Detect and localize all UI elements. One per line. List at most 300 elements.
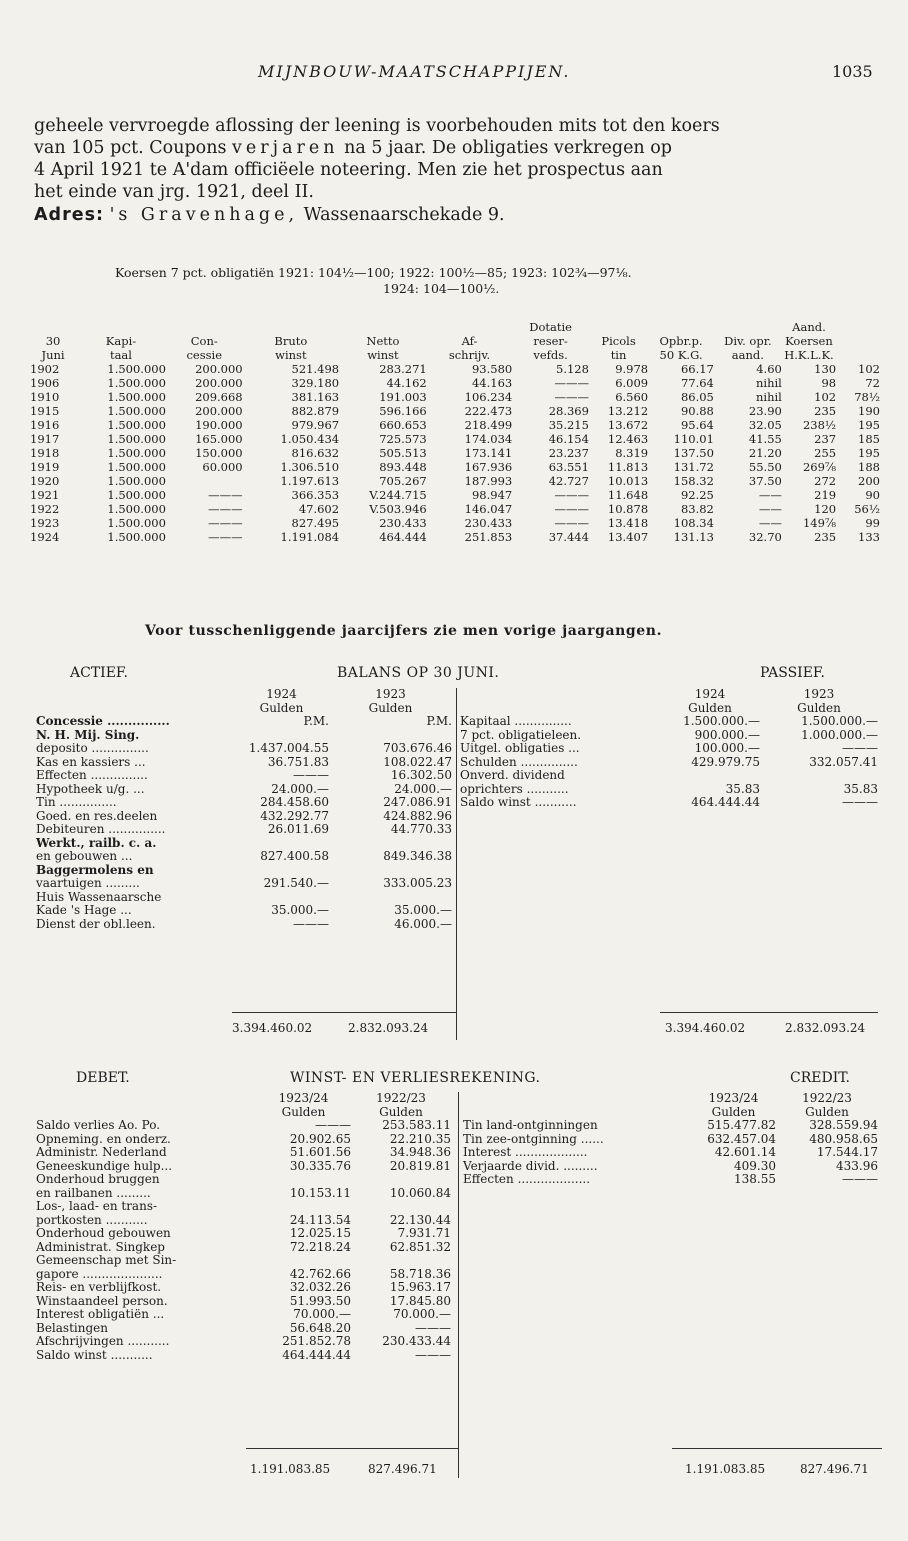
table-cell: 1920 bbox=[30, 474, 60, 488]
wv-debet-row bbox=[36, 1295, 451, 1309]
credit-total-2: 827.496.71 bbox=[800, 1462, 869, 1476]
table-cell: 230.433 bbox=[464, 516, 513, 530]
row-label: en gebouwen ... bbox=[36, 849, 133, 863]
table-cell bbox=[166, 474, 243, 488]
table-cell: 1922 bbox=[30, 502, 60, 516]
table-cell: 63.551 bbox=[548, 460, 589, 474]
table-cell: 6.560 bbox=[615, 390, 649, 404]
row-value bbox=[351, 1173, 451, 1187]
intro-line-1: geheele vervroegde aflossing der leening is voorbehouden mits tot den koers bbox=[34, 116, 720, 136]
row-value: 703.676.46 bbox=[383, 741, 452, 755]
table-cell: 11.813 bbox=[607, 460, 649, 474]
row-label: Dienst der obl.leen. bbox=[36, 916, 156, 931]
row-label: Goed. en res.deelen bbox=[36, 808, 158, 823]
row-value: 20.819.81 bbox=[389, 1158, 451, 1173]
row-value bbox=[329, 729, 452, 743]
table-note: Voor tusschenliggende jaarcijfers zie men vorige jaargangen. bbox=[145, 623, 663, 639]
balans-actief-row bbox=[36, 783, 452, 797]
table-cell: 98.947 bbox=[471, 488, 513, 502]
row-value: 849.346.38 bbox=[383, 849, 452, 863]
table-cell: 137.50 bbox=[673, 446, 714, 460]
table-cell: 37.50 bbox=[748, 474, 782, 488]
table-cell: 1902 bbox=[30, 362, 60, 376]
wv-credit-row bbox=[463, 1133, 878, 1147]
column-header: reser- bbox=[533, 334, 568, 348]
row-value bbox=[329, 837, 452, 851]
table-cell: 83.82 bbox=[680, 502, 714, 516]
address-street: Wassenaarschekade 9. bbox=[298, 205, 505, 225]
row-label: Kade 's Hage ... bbox=[36, 903, 132, 917]
table-cell: 1.306.510 bbox=[280, 460, 340, 474]
table-row bbox=[30, 376, 880, 390]
balans-title: BALANS OP 30 JUNI. bbox=[337, 665, 500, 681]
table-cell: 12.463 bbox=[607, 432, 649, 446]
row-value: 138.55 bbox=[734, 1172, 776, 1186]
table-cell: 46.154 bbox=[548, 432, 589, 446]
table-cell: 37.444 bbox=[548, 530, 589, 544]
table-cell: 1.500.000 bbox=[107, 502, 166, 516]
table-cell: 191.003 bbox=[379, 390, 427, 404]
table-cell: 6.009 bbox=[615, 376, 649, 390]
table-cell: 190 bbox=[858, 404, 880, 418]
column-header: Picols bbox=[601, 334, 636, 348]
balans-actief-heading: ACTIEF. bbox=[70, 665, 128, 681]
wv-credit-rule bbox=[672, 1448, 882, 1449]
row-value: 17.544.17 bbox=[816, 1145, 878, 1159]
table-cell: V.503.946 bbox=[369, 502, 427, 516]
row-value: ——— bbox=[842, 741, 878, 755]
table-cell: 218.499 bbox=[464, 418, 513, 432]
column-header: taal bbox=[109, 348, 132, 362]
table-cell: 816.632 bbox=[291, 446, 340, 460]
wv-debet-row bbox=[36, 1146, 451, 1160]
row-value: 17.845.80 bbox=[389, 1293, 451, 1308]
row-value: 24.113.54 bbox=[289, 1212, 351, 1227]
table-cell: 1921 bbox=[30, 488, 60, 502]
table-cell: 106.234 bbox=[464, 390, 513, 404]
row-value: ——— bbox=[293, 916, 329, 931]
wv-debet-row bbox=[36, 1349, 451, 1363]
table-cell: 44.163 bbox=[471, 376, 513, 390]
table-cell: —— bbox=[758, 488, 782, 502]
wv-debet-heading: DEBET. bbox=[76, 1070, 130, 1086]
credit-total-1: 1.191.083.85 bbox=[685, 1462, 766, 1476]
table-cell: 1.500.000 bbox=[107, 404, 166, 418]
row-value bbox=[351, 1200, 451, 1214]
row-label: Tin ............... bbox=[36, 795, 117, 809]
year-header: 1924 bbox=[266, 687, 297, 701]
table-cell: —— bbox=[758, 502, 782, 516]
table-cell: 150.000 bbox=[195, 446, 243, 460]
table-cell: 5.128 bbox=[556, 362, 589, 376]
table-row bbox=[30, 404, 880, 418]
row-value: 1.500.000.— bbox=[801, 714, 878, 728]
wv-debet-row bbox=[36, 1268, 451, 1282]
table-cell: 521.498 bbox=[291, 362, 340, 376]
wv-credit-row bbox=[463, 1119, 878, 1133]
table-cell: 255 bbox=[814, 446, 837, 460]
table-cell: 660.653 bbox=[379, 418, 427, 432]
column-header: Kapi- bbox=[105, 334, 137, 348]
row-label: Kas en kassiers ... bbox=[36, 754, 146, 769]
column-header bbox=[648, 320, 714, 334]
row-value: ——— bbox=[315, 1118, 351, 1132]
row-value: 827.400.58 bbox=[260, 849, 329, 863]
table-cell: 32.70 bbox=[748, 530, 782, 544]
row-value bbox=[234, 837, 329, 851]
row-label: portkosten ........... bbox=[36, 1212, 148, 1227]
table-cell: 13.672 bbox=[607, 418, 649, 432]
row-label: Uitgel. obligaties ... bbox=[460, 741, 580, 755]
row-value: P.M. bbox=[303, 714, 329, 728]
row-value: 515.477.82 bbox=[707, 1118, 776, 1132]
table-cell: 92.25 bbox=[680, 488, 714, 502]
row-label: Geneeskundige hulp... bbox=[36, 1158, 173, 1173]
column-header bbox=[243, 320, 339, 334]
row-label: Belastingen bbox=[36, 1320, 108, 1335]
table-cell: 219 bbox=[814, 488, 837, 502]
table-cell: 131.13 bbox=[673, 530, 714, 544]
row-label: Schulden ............... bbox=[460, 754, 578, 769]
table-cell: 200.000 bbox=[195, 376, 243, 390]
row-value: 56.648.20 bbox=[289, 1320, 351, 1335]
table-cell: 230.433 bbox=[379, 516, 427, 530]
table-cell: 98 bbox=[821, 376, 837, 390]
column-header: aand. bbox=[731, 348, 764, 362]
column-header: Af- bbox=[461, 334, 478, 348]
row-label: Reis- en verblijfkost. bbox=[36, 1280, 162, 1294]
row-value: 464.444.44 bbox=[691, 795, 760, 809]
row-value: 100.000.— bbox=[694, 741, 760, 755]
year-header: 1922/23 bbox=[802, 1091, 852, 1105]
row-label: en railbanen ......... bbox=[36, 1185, 151, 1200]
table-cell: 110.01 bbox=[673, 432, 714, 446]
row-value: 480.958.65 bbox=[809, 1131, 878, 1146]
row-value: 22.210.35 bbox=[389, 1131, 451, 1146]
column-header bbox=[339, 320, 427, 334]
row-value: 1.500.000.— bbox=[683, 714, 760, 728]
row-value bbox=[256, 1254, 351, 1268]
table-cell: 381.163 bbox=[291, 390, 340, 404]
table-cell: 32.05 bbox=[748, 418, 782, 432]
table-cell: 1.500.000 bbox=[107, 418, 166, 432]
table-cell: 705.267 bbox=[379, 474, 427, 488]
table-cell: 72 bbox=[865, 376, 880, 390]
wv-credit-row bbox=[463, 1173, 878, 1187]
table-row bbox=[30, 432, 880, 446]
table-cell: 78½ bbox=[854, 390, 880, 404]
table-header-row bbox=[30, 348, 880, 362]
row-value: 22.130.44 bbox=[389, 1212, 451, 1227]
row-value: 26.011.69 bbox=[267, 822, 329, 836]
column-header: Opbr.p. bbox=[659, 334, 703, 348]
row-value: ——— bbox=[842, 1172, 878, 1186]
column-header bbox=[589, 320, 648, 334]
table-cell: 1.191.084 bbox=[280, 530, 340, 544]
row-label: deposito ............... bbox=[36, 741, 149, 755]
balans-divider bbox=[456, 688, 457, 1040]
table-cell: 251.853 bbox=[464, 530, 513, 544]
wv-credit-row bbox=[463, 1160, 878, 1174]
table-row bbox=[30, 488, 880, 502]
balans-actief-row bbox=[36, 891, 452, 905]
row-value bbox=[329, 891, 452, 905]
table-cell: 195 bbox=[858, 418, 880, 432]
row-value: 10.153.11 bbox=[289, 1185, 351, 1200]
wv-debet-row bbox=[36, 1281, 451, 1295]
row-value: 58.718.36 bbox=[389, 1266, 451, 1281]
table-cell: 195 bbox=[858, 446, 880, 460]
table-cell: 1918 bbox=[30, 446, 60, 460]
intro-line-4: het einde van jrg. 1921, deel II. bbox=[34, 182, 314, 202]
debet-total-2: 827.496.71 bbox=[368, 1462, 437, 1476]
table-cell: 10.013 bbox=[607, 474, 649, 488]
table-cell: ——— bbox=[554, 488, 589, 502]
row-value: 70.000.— bbox=[393, 1307, 451, 1321]
balans-actief-row bbox=[36, 715, 452, 729]
unit-header: Gulden bbox=[379, 1104, 423, 1119]
column-header: Dotatie bbox=[529, 320, 572, 334]
row-label: Onderhoud bruggen bbox=[36, 1172, 160, 1186]
table-cell: 102 bbox=[814, 390, 837, 404]
row-value: 291.540.— bbox=[263, 876, 329, 890]
column-header: Bruto bbox=[274, 334, 308, 348]
table-cell: 187.993 bbox=[464, 474, 513, 488]
table-cell: nihil bbox=[755, 390, 782, 404]
row-label: Concessie ............... bbox=[36, 714, 170, 728]
row-value: 35.83 bbox=[843, 781, 878, 796]
balans-passief-row bbox=[460, 715, 878, 729]
column-header: 50 K.G. bbox=[659, 348, 703, 362]
passief-total-1923: 2.832.093.24 bbox=[785, 1021, 866, 1035]
table-cell: 47.602 bbox=[298, 502, 340, 516]
intro-line-3: 4 April 1921 te A'dam officiëele noteering. Men zie het prospectus aan bbox=[34, 160, 663, 180]
table-cell: 283.271 bbox=[379, 362, 427, 376]
table-cell: 149⅞ bbox=[802, 516, 837, 530]
table-cell: 90 bbox=[865, 488, 880, 502]
column-header: schrijv. bbox=[448, 348, 491, 362]
table-cell: 1.500.000 bbox=[107, 390, 166, 404]
row-value: 433.96 bbox=[836, 1158, 878, 1173]
row-label: 7 pct. obligatieleen. bbox=[460, 727, 582, 742]
table-cell: 102 bbox=[858, 362, 880, 376]
row-label: oprichters ........... bbox=[460, 781, 569, 796]
table-cell: 1.500.000 bbox=[107, 516, 166, 530]
table-cell: 893.448 bbox=[379, 460, 427, 474]
table-cell: 1.500.000 bbox=[107, 530, 166, 544]
table-cell: 42.727 bbox=[548, 474, 589, 488]
table-cell: 66.17 bbox=[680, 362, 714, 376]
table-cell: 60.000 bbox=[202, 460, 243, 474]
table-cell: 56½ bbox=[854, 502, 880, 516]
row-value: 409.30 bbox=[734, 1158, 776, 1173]
balans-actief-row bbox=[36, 918, 452, 932]
balans-actief-table bbox=[36, 688, 452, 931]
table-cell: 13.407 bbox=[607, 530, 649, 544]
wv-debet-row bbox=[36, 1254, 451, 1268]
wv-debet-row bbox=[36, 1133, 451, 1147]
table-cell: 209.668 bbox=[195, 390, 243, 404]
row-value: 72.218.24 bbox=[289, 1239, 351, 1254]
table-header-row bbox=[30, 320, 880, 334]
table-cell: 238½ bbox=[802, 418, 837, 432]
row-value bbox=[329, 864, 452, 878]
table-cell: 1.050.434 bbox=[280, 432, 340, 446]
balans-actief-row bbox=[36, 810, 452, 824]
table-cell: ——— bbox=[554, 376, 589, 390]
column-header bbox=[30, 320, 76, 334]
balans-passief-table bbox=[460, 688, 878, 810]
table-cell: ——— bbox=[208, 488, 243, 502]
table-cell: 11.648 bbox=[607, 488, 649, 502]
table-cell: 1.500.000 bbox=[107, 432, 166, 446]
actief-total-1923: 2.832.093.24 bbox=[348, 1021, 429, 1035]
column-header bbox=[166, 320, 243, 334]
balans-actief-row bbox=[36, 850, 452, 864]
row-value: 12.025.15 bbox=[289, 1226, 351, 1240]
passief-total-1924: 3.394.460.02 bbox=[665, 1021, 746, 1035]
table-cell: 108.34 bbox=[673, 516, 714, 530]
table-cell: 133 bbox=[858, 530, 880, 544]
row-value: 46.000.— bbox=[394, 916, 452, 931]
row-label: Opneming. en onderz. bbox=[36, 1131, 171, 1146]
yearly-figures-table bbox=[30, 320, 880, 544]
table-cell: 173.141 bbox=[464, 446, 513, 460]
table-cell: 882.879 bbox=[291, 404, 340, 418]
row-value: 24.000.— bbox=[271, 781, 329, 796]
row-value: 464.444.44 bbox=[282, 1347, 351, 1362]
table-cell: 35.215 bbox=[548, 418, 589, 432]
row-value bbox=[234, 729, 329, 743]
row-label: Saldo verlies Ao. Po. bbox=[36, 1118, 161, 1132]
table-cell: 77.64 bbox=[680, 376, 714, 390]
column-header: winst bbox=[367, 348, 399, 362]
table-cell: 188 bbox=[858, 460, 880, 474]
table-cell: V.244.715 bbox=[369, 488, 427, 502]
year-header: 1923 bbox=[803, 687, 835, 701]
table-cell: 1.500.000 bbox=[107, 446, 166, 460]
row-value: 62.851.32 bbox=[389, 1239, 451, 1254]
table-cell: 366.353 bbox=[291, 488, 340, 502]
row-label: Saldo winst ........... bbox=[460, 795, 577, 809]
row-value bbox=[351, 1254, 451, 1268]
row-value: 51.993.50 bbox=[289, 1293, 351, 1308]
row-value bbox=[234, 891, 329, 905]
table-row bbox=[30, 446, 880, 460]
column-header bbox=[836, 320, 880, 334]
row-value: 247.086.91 bbox=[383, 795, 452, 809]
row-label: Baggermolens en bbox=[36, 862, 154, 877]
column-header: Netto bbox=[366, 334, 400, 348]
balans-actief-row bbox=[36, 904, 452, 918]
row-label: Verjaarde divid. ......... bbox=[463, 1158, 598, 1173]
row-value: 328.559.94 bbox=[809, 1118, 878, 1132]
row-label: Administrat. Singkep bbox=[36, 1239, 165, 1254]
balans-actief-row bbox=[36, 742, 452, 756]
table-cell: ——— bbox=[554, 502, 589, 516]
table-cell: 158.32 bbox=[673, 474, 714, 488]
row-value: ——— bbox=[415, 1347, 451, 1362]
column-header: 30 bbox=[45, 334, 61, 348]
table-cell: nihil bbox=[755, 376, 782, 390]
unit-header: Gulden bbox=[797, 700, 841, 715]
table-cell: 200.000 bbox=[195, 404, 243, 418]
table-cell: 9.978 bbox=[615, 362, 649, 376]
column-header bbox=[76, 320, 166, 334]
row-label: Onderhoud gebouwen bbox=[36, 1226, 171, 1240]
table-cell: 1924 bbox=[30, 530, 60, 544]
table-cell: 1917 bbox=[30, 432, 60, 446]
unit-header: Gulden bbox=[805, 1104, 849, 1119]
column-header: tin bbox=[610, 348, 627, 362]
row-value: 7.931.71 bbox=[397, 1226, 451, 1240]
year-header: 1922/23 bbox=[376, 1091, 426, 1105]
balans-passief-row bbox=[460, 769, 878, 783]
row-label: N. H. Mij. Sing. bbox=[36, 727, 140, 742]
wv-title: WINST- EN VERLIESREKENING. bbox=[290, 1070, 541, 1086]
balans-actief-row bbox=[36, 729, 452, 743]
row-label: Hypotheek u/g. ... bbox=[36, 781, 145, 796]
row-value: ——— bbox=[293, 768, 329, 782]
wv-debet-row bbox=[36, 1173, 451, 1187]
table-cell: 235 bbox=[814, 530, 837, 544]
table-cell: ——— bbox=[554, 516, 589, 530]
wv-debet-row bbox=[36, 1200, 451, 1214]
table-cell: 23.237 bbox=[548, 446, 589, 460]
debet-total-1: 1.191.083.85 bbox=[250, 1462, 331, 1476]
row-value: 230.433.44 bbox=[382, 1334, 451, 1348]
table-cell: 8.319 bbox=[615, 446, 649, 460]
row-value bbox=[760, 769, 878, 783]
table-cell: 235 bbox=[814, 404, 837, 418]
row-value: 1.000.000.— bbox=[801, 727, 878, 742]
wv-debet-row bbox=[36, 1335, 451, 1349]
balans-passief-row bbox=[460, 742, 878, 756]
table-cell: 1.500.000 bbox=[107, 474, 166, 488]
table-row bbox=[30, 502, 880, 516]
wv-debet-rule bbox=[246, 1448, 458, 1449]
year-header: 1923 bbox=[375, 687, 406, 701]
row-label: Werkt., railb. c. a. bbox=[36, 835, 157, 850]
row-value: 34.948.36 bbox=[389, 1145, 451, 1159]
row-label: Los-, laad- en trans- bbox=[36, 1199, 158, 1213]
column-header: Koersen bbox=[785, 334, 833, 348]
balans-actief-row bbox=[36, 756, 452, 770]
unit-header: Gulden bbox=[368, 700, 413, 715]
row-value bbox=[256, 1173, 351, 1187]
wv-debet-row bbox=[36, 1119, 451, 1133]
row-value: 251.852.78 bbox=[282, 1334, 351, 1348]
wv-debet-row bbox=[36, 1241, 451, 1255]
row-value bbox=[660, 769, 760, 783]
table-cell: 827.495 bbox=[291, 516, 340, 530]
table-cell: ——— bbox=[554, 390, 589, 404]
table-cell: 13.212 bbox=[607, 404, 649, 418]
balans-actief-row bbox=[36, 796, 452, 810]
balans-actief-row bbox=[36, 864, 452, 878]
running-header: MIJNBOUW-MAATSCHAPPIJEN. bbox=[258, 62, 571, 81]
row-label: Huis Wassenaarsche bbox=[36, 889, 162, 904]
balans-passief-row bbox=[460, 729, 878, 743]
table-cell: 1.500.000 bbox=[107, 488, 166, 502]
unit-header: Gulden bbox=[259, 700, 304, 715]
row-value: 424.882.96 bbox=[383, 808, 452, 823]
row-value: 51.601.56 bbox=[289, 1145, 351, 1159]
table-cell: 55.50 bbox=[748, 460, 782, 474]
table-cell: 237 bbox=[814, 432, 837, 446]
row-value: 36.751.83 bbox=[267, 754, 329, 769]
row-value: ——— bbox=[415, 1320, 451, 1335]
